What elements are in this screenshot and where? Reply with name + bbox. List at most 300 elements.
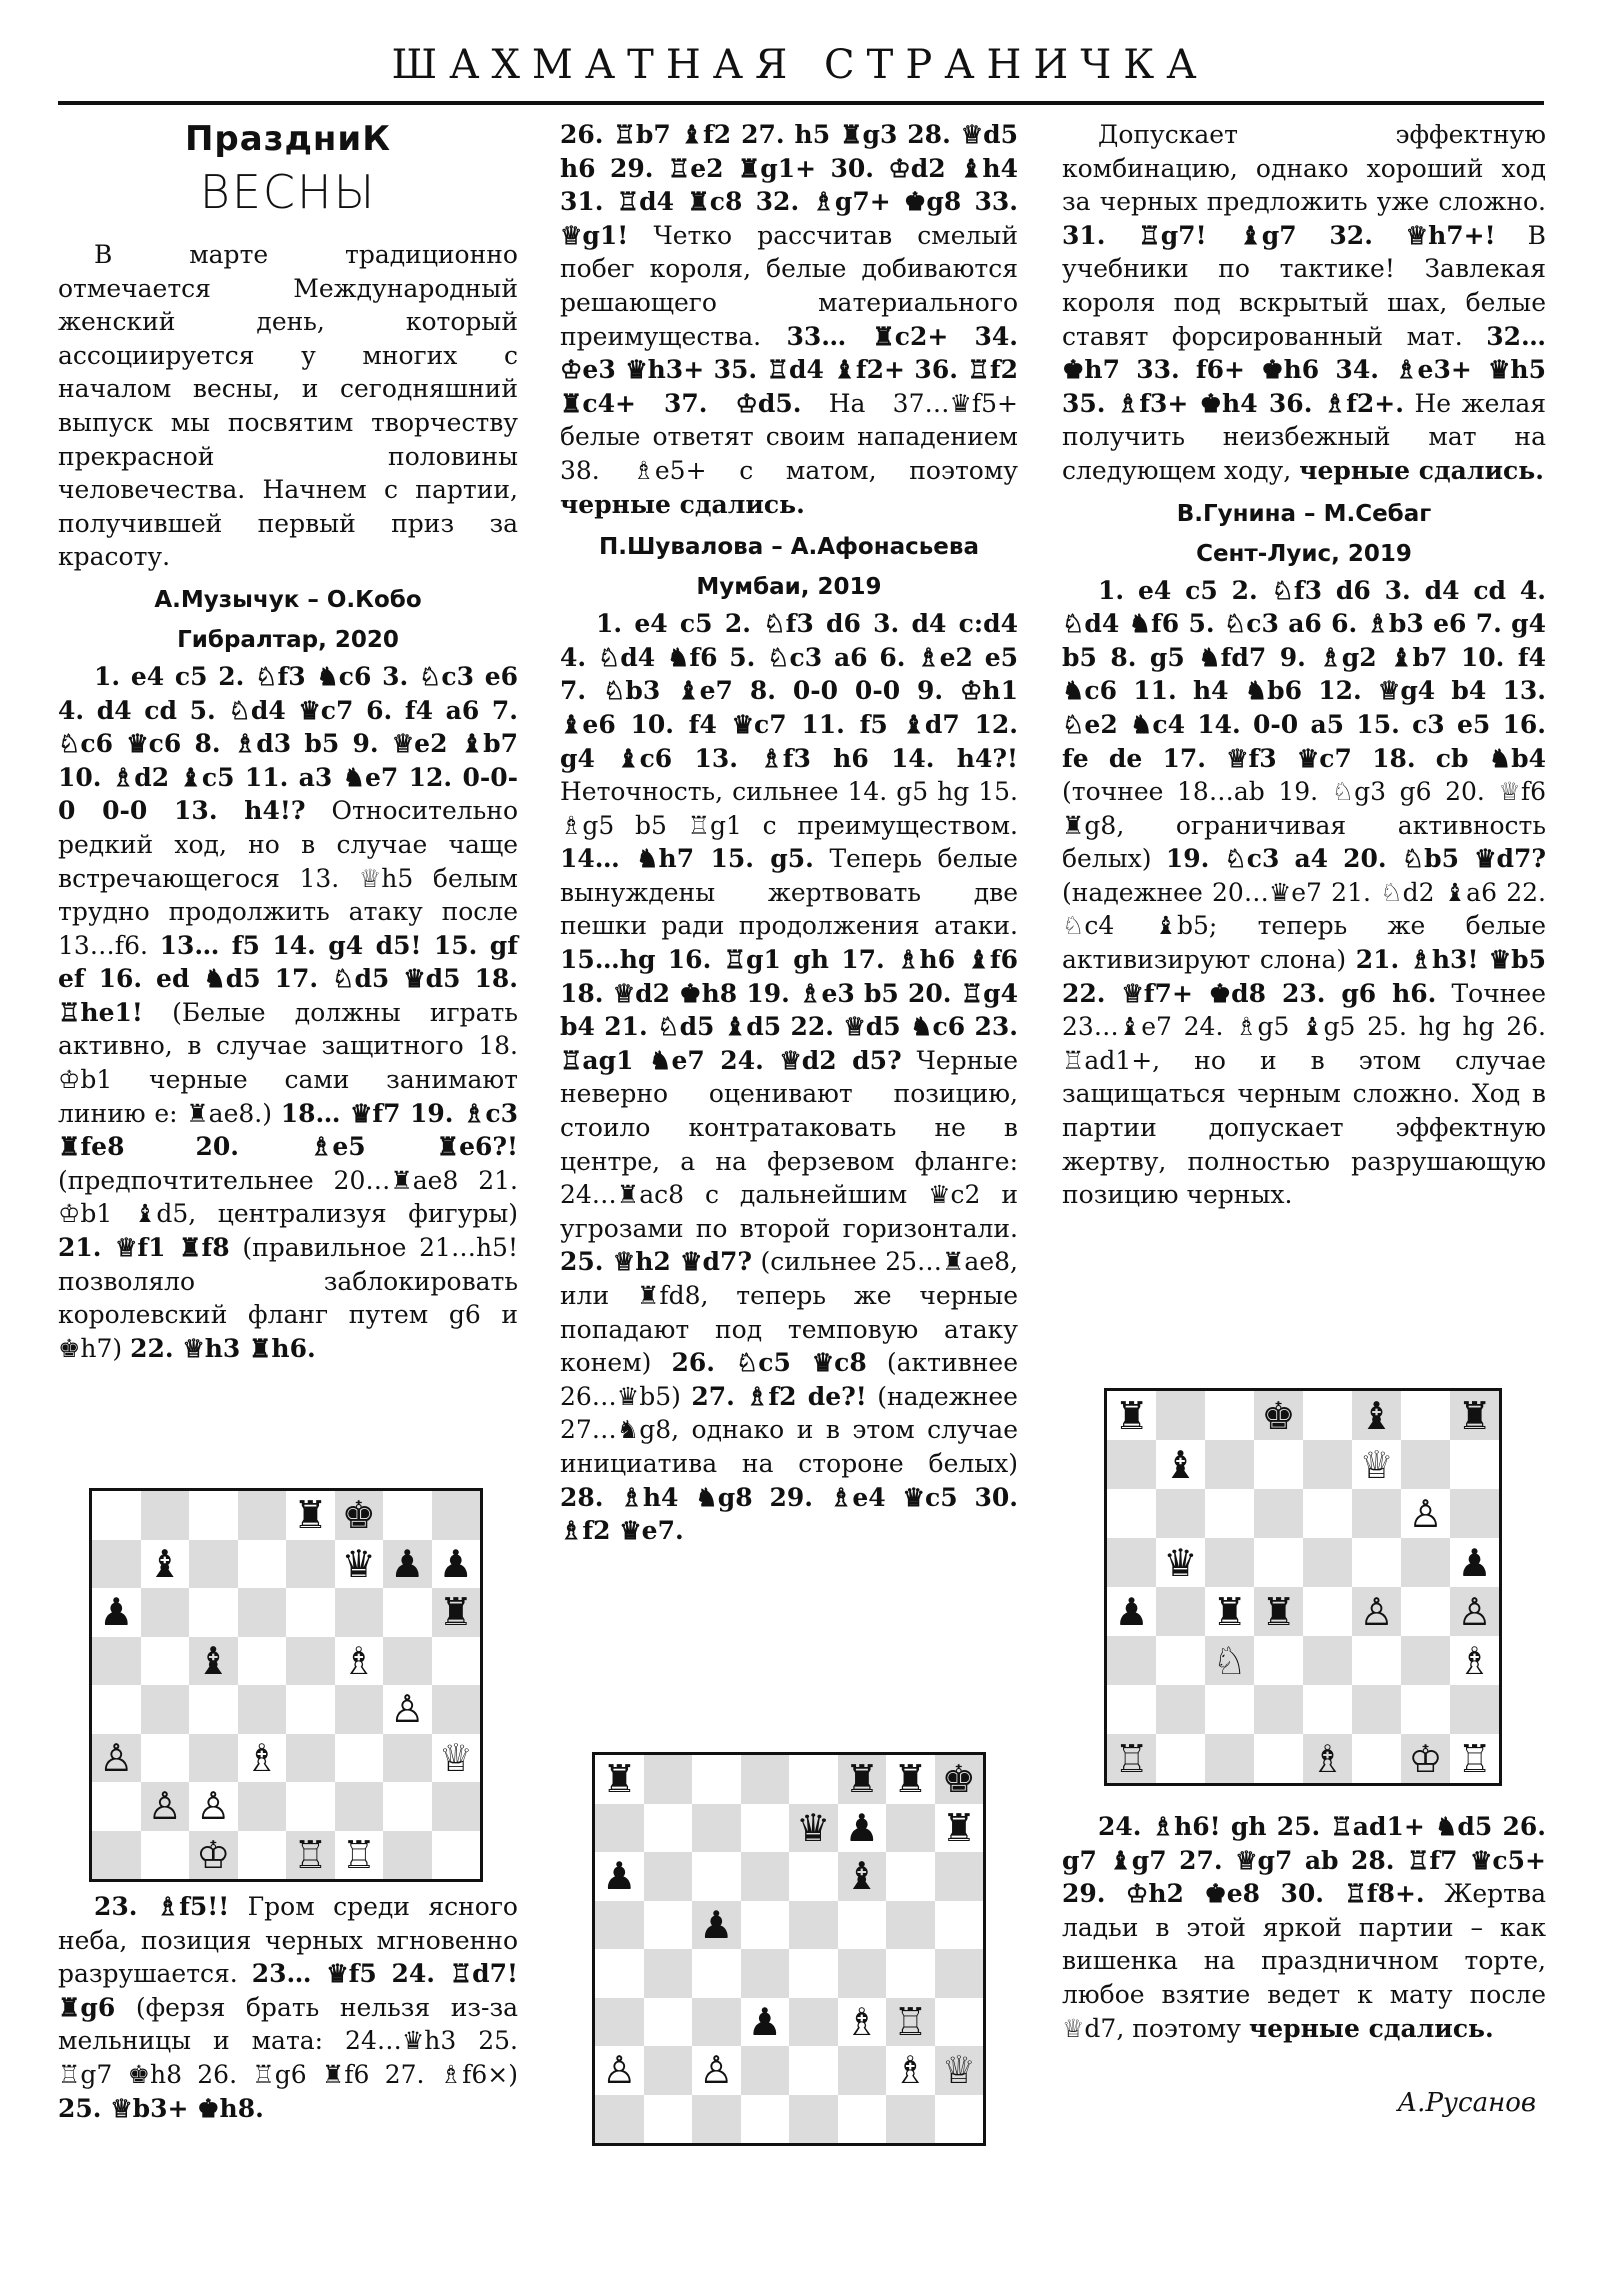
game2-comment-6: (надежнее 27…♞g8, однако и в этом случае инициатива на стороне белых) bbox=[560, 1381, 1018, 1478]
article-title-line1: ПраздниК bbox=[184, 119, 392, 159]
board-square bbox=[383, 1588, 432, 1637]
board-square bbox=[238, 1782, 287, 1831]
board-square bbox=[692, 1852, 741, 1901]
board-square bbox=[1352, 1685, 1401, 1734]
game2-moves-3: 15…hg 16. ♖g1 gh 17. ♗h6 ♝f6 18. ♕d2 ♚h8 19. ♗e3 b5 20. ♖g4 b4 21. ♘d5 ♝d5 22. ♕d5 ♞c6 23. ♖ag1 ♞e7 24. ♕d2 d5? bbox=[560, 945, 1018, 1075]
board-square bbox=[838, 2046, 887, 2095]
board-square bbox=[238, 1637, 287, 1686]
board-square bbox=[432, 1734, 481, 1783]
board-square bbox=[1107, 1489, 1156, 1538]
white-pawn-icon: ♙ bbox=[147, 1784, 182, 1829]
board-square bbox=[595, 2046, 644, 2095]
author-signature: А.Русанов bbox=[1397, 2088, 1536, 2118]
game1-cont-comment-1: Четко рассчитав смелый побег короля, белые добиваются решающего материального преимущества. bbox=[560, 220, 1018, 351]
board-square bbox=[92, 1491, 141, 1540]
board-square bbox=[789, 1852, 838, 1901]
game1-place: Гибралтар, 2020 bbox=[177, 626, 399, 653]
black-rook-icon: ♜ bbox=[293, 1493, 328, 1538]
board-square bbox=[141, 1734, 190, 1783]
board-square bbox=[1352, 1538, 1401, 1587]
board-square bbox=[335, 1734, 384, 1783]
game1-players: А.Музычук – О.Кобо bbox=[154, 586, 422, 613]
white-rook-icon: ♖ bbox=[1114, 1736, 1149, 1781]
white-rook-icon: ♖ bbox=[341, 1832, 376, 1877]
board-square bbox=[886, 1998, 935, 2047]
board-square bbox=[1156, 1587, 1205, 1636]
board-square bbox=[238, 1491, 287, 1540]
board-square bbox=[238, 1540, 287, 1589]
board-square bbox=[886, 1804, 935, 1853]
column-1 bbox=[58, 118, 518, 1365]
white-pawn-icon: ♙ bbox=[99, 1735, 134, 1780]
board-square bbox=[1352, 1489, 1401, 1538]
game2-cont-moves-2: 32… ♚h7 33. f6+ ♚h6 34. ♗e3+ ♛h5 35. ♗f3+ ♚h4 36. ♗f2+. bbox=[1062, 321, 1546, 418]
board-square bbox=[432, 1588, 481, 1637]
game1-after-3: 25. ♕b3+ ♚h8. bbox=[58, 2093, 264, 2123]
game3-after-moves: 24. ♗h6! gh 25. ♖ad1+ ♞d5 26. g7 ♝g7 27. ♕g7 ab 28. ♖f7 ♛c5+ 29. ♔h2 ♚e8 30. ♖f8+. bbox=[1062, 1812, 1546, 1909]
board-square bbox=[1205, 1489, 1254, 1538]
board-square bbox=[1107, 1440, 1156, 1489]
board-square bbox=[189, 1685, 238, 1734]
black-pawn-icon: ♟ bbox=[438, 1541, 473, 1586]
white-king-icon: ♔ bbox=[196, 1832, 231, 1877]
game1-comment-1: Относительно редкий ход, но в случае чаще встречающегося 13. ♕h5 белым трудно продолжить атаку после 13…f6. bbox=[58, 796, 518, 960]
board-square bbox=[789, 2046, 838, 2095]
board-square bbox=[595, 1998, 644, 2047]
board-square bbox=[1156, 1685, 1205, 1734]
board-square bbox=[189, 1637, 238, 1686]
board-square bbox=[741, 1804, 790, 1853]
black-king-icon: ♚ bbox=[1261, 1393, 1296, 1438]
board-square bbox=[644, 1755, 693, 1804]
game2-comment-2: Теперь белые вынуждены жертвовать две пешки ради продолжения атаки. bbox=[560, 844, 1018, 941]
game2-moves-1: 1. e4 c5 2. ♘f3 d6 3. d4 c:d4 4. ♘d4 ♞f6 5. ♘c3 a6 6. ♗e2 e5 7. ♘b3 ♝e7 8. 0-0 0-0 9. ♔h1 ♝e6 10. f4 ♛c7 11. f5 ♝d7 12. g4 ♝c6 13. ♗f3 h6 14. h4?! bbox=[560, 609, 1018, 773]
board-square bbox=[692, 1804, 741, 1853]
black-pawn-icon: ♟ bbox=[602, 1854, 637, 1899]
game1-moves-3: 18… ♛f7 19. ♗c3 ♜fe8 20. ♗e5 ♜e6?! bbox=[58, 1098, 518, 1162]
game2-moves-6: 27. ♗f2 de?! bbox=[691, 1381, 867, 1411]
board-square bbox=[1303, 1489, 1352, 1538]
game2-moves-7: 28. ♗h4 ♞g8 29. ♗e4 ♛c5 30. ♗f2 ♛e7. bbox=[560, 1482, 1018, 1546]
column-3-after-board bbox=[1062, 1810, 1546, 2045]
black-king-icon: ♚ bbox=[941, 1757, 976, 1802]
board-square bbox=[692, 1755, 741, 1804]
board-square bbox=[335, 1831, 384, 1880]
board-square bbox=[189, 1782, 238, 1831]
black-bishop-icon: ♝ bbox=[844, 1854, 879, 1899]
white-queen-icon: ♕ bbox=[438, 1735, 473, 1780]
board-square bbox=[644, 1852, 693, 1901]
game3-moves-1: 1. e4 c5 2. ♘f3 d6 3. d4 cd 4. ♘d4 ♞f6 5. ♘c3 a6 6. ♗b3 e6 7. g4 b5 8. g5 ♞fd7 9. ♗g2 ♝b7 10. f4 ♞c6 11. h4 ♞b6 12. ♕g4 b4 13. ♘e2 ♞c4 14. 0-0 a5 15. c3 e5 16. fe de 17. ♕f3 ♛c7 18. cb ♞b4 bbox=[1062, 575, 1546, 773]
game2-comment-1: Неточность, сильнее 14. g5 hg 15. ♗g5 b5 ♖g1 с преимуществом. bbox=[560, 777, 1018, 840]
board-square bbox=[1254, 1489, 1303, 1538]
white-queen-icon: ♕ bbox=[1359, 1442, 1394, 1487]
board-square bbox=[432, 1831, 481, 1880]
chess-diagram-game1 bbox=[89, 1488, 483, 1882]
game1-after-board bbox=[58, 1890, 518, 2125]
white-pawn-icon: ♙ bbox=[1408, 1491, 1443, 1536]
board-square bbox=[644, 2046, 693, 2095]
board-square bbox=[692, 2095, 741, 2144]
board-square bbox=[286, 1685, 335, 1734]
board-square bbox=[595, 2095, 644, 2144]
game2-cont-comment-2: В учебники по тактике! Завлекая короля под вскрытый шах, белые ставят форсированный мат. bbox=[1062, 220, 1546, 351]
board-square bbox=[1303, 1391, 1352, 1440]
board-square bbox=[1254, 1734, 1303, 1783]
board-square bbox=[1254, 1440, 1303, 1489]
board-square bbox=[335, 1588, 384, 1637]
board-square bbox=[838, 2095, 887, 2144]
board-square bbox=[335, 1637, 384, 1686]
board-square bbox=[1450, 1489, 1499, 1538]
board-square bbox=[1205, 1391, 1254, 1440]
board-square bbox=[1401, 1685, 1450, 1734]
board-square bbox=[595, 1755, 644, 1804]
board-square bbox=[741, 1998, 790, 2047]
board-square bbox=[286, 1588, 335, 1637]
board-square bbox=[1450, 1636, 1499, 1685]
board-square bbox=[189, 1491, 238, 1540]
board-square bbox=[92, 1734, 141, 1783]
game1-cont-moves-1: 26. ♖b7 ♝f2 27. h5 ♜g3 28. ♕d5 h6 29. ♖e2 ♜g1+ 30. ♔d2 ♝h4 31. ♖d4 ♜c8 32. ♗g7+ ♚g8 33. ♕g1! bbox=[560, 120, 1018, 250]
board-square bbox=[432, 1782, 481, 1831]
board-square bbox=[789, 1755, 838, 1804]
board-square bbox=[238, 1685, 287, 1734]
board-square bbox=[335, 1782, 384, 1831]
board-square bbox=[1450, 1587, 1499, 1636]
board-square bbox=[1352, 1587, 1401, 1636]
board-square bbox=[1205, 1636, 1254, 1685]
black-rook-icon: ♜ bbox=[438, 1590, 473, 1635]
board-square bbox=[141, 1491, 190, 1540]
board-square bbox=[1303, 1685, 1352, 1734]
board-square bbox=[1107, 1636, 1156, 1685]
board-square bbox=[838, 1949, 887, 1998]
board-square bbox=[1450, 1440, 1499, 1489]
board-square bbox=[1352, 1440, 1401, 1489]
board-square bbox=[886, 2046, 935, 2095]
board-square bbox=[692, 1949, 741, 1998]
board-square bbox=[935, 1949, 984, 1998]
game2-continuation bbox=[1062, 118, 1546, 488]
game3-comment-2: (надежнее 20…♛e7 21. ♘d2 ♝a6 22. ♘c4 ♝b5; теперь же белые активизируют слона) bbox=[1062, 877, 1546, 975]
board-square bbox=[432, 1637, 481, 1686]
board-square bbox=[1254, 1538, 1303, 1587]
board-square bbox=[1450, 1391, 1499, 1440]
board-square bbox=[1156, 1734, 1205, 1783]
white-rook-icon: ♖ bbox=[893, 1999, 928, 2044]
board-square bbox=[141, 1540, 190, 1589]
board-square bbox=[238, 1588, 287, 1637]
board-square bbox=[1450, 1538, 1499, 1587]
board-square bbox=[141, 1685, 190, 1734]
game2-comment-5: (активнее 26…♛b5) bbox=[560, 1348, 1018, 1411]
board-square bbox=[741, 1949, 790, 1998]
white-bishop-icon: ♗ bbox=[244, 1735, 279, 1780]
white-bishop-icon: ♗ bbox=[1310, 1736, 1345, 1781]
board-square bbox=[838, 1804, 887, 1853]
board-square bbox=[1401, 1440, 1450, 1489]
article-title-line2: ВЕСНЫ bbox=[199, 165, 377, 219]
board-square bbox=[886, 2095, 935, 2144]
board-square bbox=[935, 1804, 984, 1853]
game1-after-comment-2: (ферзя брать нельзя из-за мельницы и мата: 24…♛h3 25. ♖g7 ♚h8 26. ♖g6 ♜f6 27. ♗f6×) bbox=[58, 1992, 518, 2089]
board-square bbox=[189, 1831, 238, 1880]
board-square bbox=[92, 1685, 141, 1734]
board-square bbox=[1107, 1587, 1156, 1636]
black-pawn-icon: ♟ bbox=[1457, 1540, 1492, 1585]
black-bishop-icon: ♝ bbox=[147, 1541, 182, 1586]
board-square bbox=[1303, 1587, 1352, 1636]
board-square bbox=[935, 1852, 984, 1901]
black-pawn-icon: ♟ bbox=[844, 1805, 879, 1850]
board-square bbox=[238, 1831, 287, 1880]
board-square bbox=[692, 2046, 741, 2095]
board-square bbox=[838, 1755, 887, 1804]
board-square bbox=[92, 1588, 141, 1637]
board-square bbox=[1450, 1734, 1499, 1783]
board-square bbox=[1352, 1391, 1401, 1440]
game1-comment-4: (правильное 21…h5! позволяло заблокировать королевский фланг путем g6 и ♚h7) bbox=[58, 1233, 519, 1363]
board-square bbox=[1401, 1538, 1450, 1587]
board-square bbox=[692, 1901, 741, 1950]
game2-comment-3: Черные неверно оценивают позицию, стоило контратаковать не в центре, а на ферзевом фланге: 24…♜ac8 с дальнейшим ♛c2 и угрозами по второй горизонтали. bbox=[560, 1045, 1018, 1243]
board-square bbox=[789, 1998, 838, 2047]
game2-place: Мумбаи, 2019 bbox=[696, 574, 882, 601]
board-square bbox=[935, 1755, 984, 1804]
game1-comment-2: (Белые должны играть активно, в случае защитного 18. ♔b1 черные сами занимают линию е: ♜ae8.) bbox=[58, 997, 518, 1128]
board-square bbox=[1303, 1538, 1352, 1587]
game2-result: черные сдались. bbox=[1299, 455, 1544, 485]
board-square bbox=[92, 1782, 141, 1831]
black-pawn-icon: ♟ bbox=[1114, 1589, 1149, 1634]
white-pawn-icon: ♙ bbox=[390, 1687, 425, 1732]
game3-moves-3: 21. ♗h3! ♛b5 22. ♕f7+ ♚d8 23. g6 h6. bbox=[1062, 945, 1546, 1008]
white-bishop-icon: ♗ bbox=[893, 2048, 928, 2093]
game1-moves-1: 1. e4 c5 2. ♘f3 ♞c6 3. ♘c3 e6 4. d4 cd 5. ♘d4 ♛c7 6. f4 a6 7. ♘c6 ♛c6 8. ♗d3 b5 9. ♕e2 ♝b7 10. ♗d2 ♝c5 11. a3 ♞e7 12. 0-0-0 0-0 13. h4!? bbox=[58, 661, 518, 826]
board-square bbox=[838, 1998, 887, 2047]
board-square bbox=[1205, 1734, 1254, 1783]
board-square bbox=[286, 1637, 335, 1686]
board-square bbox=[1205, 1587, 1254, 1636]
board-square bbox=[1205, 1685, 1254, 1734]
game1-moves bbox=[58, 660, 518, 1365]
black-queen-icon: ♛ bbox=[796, 1805, 831, 1850]
game2-comment-4: (сильнее 25…♜ae8, или ♜fd8, теперь же черные попадают под темповую атаку конем) bbox=[560, 1247, 1018, 1378]
game2-moves-5: 26. ♘c5 ♛c8 bbox=[671, 1348, 867, 1378]
black-rook-icon: ♜ bbox=[844, 1757, 879, 1802]
game2-cont-moves-1: 31. ♖g7! ♝g7 32. ♕h7+! bbox=[1062, 220, 1496, 250]
board-square bbox=[741, 1852, 790, 1901]
board-square bbox=[432, 1491, 481, 1540]
black-queen-icon: ♛ bbox=[341, 1541, 376, 1586]
black-rook-icon: ♜ bbox=[602, 1757, 637, 1802]
black-queen-icon: ♛ bbox=[1163, 1540, 1198, 1585]
game1-continuation bbox=[560, 118, 1018, 521]
white-rook-icon: ♖ bbox=[1457, 1736, 1492, 1781]
intro-paragraph: В марте традиционно отмечается Международный женский день, который ассоциируется у многих с началом весны, и сегодняшний выпуск мы посвятим творчеству прекрасной половины человечества. Начнем с партии, получившей первый приз за красоту. bbox=[58, 240, 518, 572]
white-knight-icon: ♘ bbox=[1212, 1638, 1247, 1683]
board-square bbox=[886, 1852, 935, 1901]
board-square bbox=[741, 2046, 790, 2095]
chess-diagram-game3 bbox=[1104, 1388, 1502, 1786]
board-square bbox=[335, 1685, 384, 1734]
board-square bbox=[886, 1949, 935, 1998]
game1-moves-5: 22. ♕h3 ♜h6. bbox=[130, 1333, 316, 1363]
black-rook-icon: ♜ bbox=[1261, 1589, 1296, 1634]
board-square bbox=[141, 1831, 190, 1880]
black-rook-icon: ♜ bbox=[1114, 1393, 1149, 1438]
board-square bbox=[189, 1588, 238, 1637]
board-square bbox=[789, 2095, 838, 2144]
board-square bbox=[141, 1637, 190, 1686]
board-square bbox=[383, 1734, 432, 1783]
black-bishop-icon: ♝ bbox=[1163, 1442, 1198, 1487]
board-square bbox=[1303, 1734, 1352, 1783]
board-square bbox=[1401, 1391, 1450, 1440]
game2-cont-comment-3: Не желая получить неизбежный мат на следующем ходу, bbox=[1062, 388, 1546, 485]
black-king-icon: ♚ bbox=[341, 1493, 376, 1538]
board-square bbox=[432, 1540, 481, 1589]
board-square bbox=[1107, 1391, 1156, 1440]
board-square bbox=[1156, 1636, 1205, 1685]
board-square bbox=[838, 1852, 887, 1901]
white-pawn-icon: ♙ bbox=[196, 1784, 231, 1829]
board-square bbox=[1303, 1636, 1352, 1685]
black-rook-icon: ♜ bbox=[941, 1805, 976, 1850]
white-bishop-icon: ♗ bbox=[1457, 1638, 1492, 1683]
board-square bbox=[692, 1998, 741, 2047]
board-square bbox=[886, 1901, 935, 1950]
column-3 bbox=[1062, 118, 1546, 1212]
board-square bbox=[644, 1804, 693, 1853]
board-square bbox=[1254, 1685, 1303, 1734]
black-bishop-icon: ♝ bbox=[1359, 1393, 1394, 1438]
black-pawn-icon: ♟ bbox=[699, 1902, 734, 1947]
board-square bbox=[1156, 1440, 1205, 1489]
white-queen-icon: ♕ bbox=[941, 2048, 976, 2093]
board-square bbox=[286, 1734, 335, 1783]
game1-moves-2: 13… f5 14. g4 d5! 15. gf ef 16. ed ♞d5 17. ♘d5 ♛d5 18. ♖he1! bbox=[58, 930, 519, 1027]
black-pawn-icon: ♟ bbox=[390, 1541, 425, 1586]
board-square bbox=[335, 1540, 384, 1589]
board-square bbox=[644, 1949, 693, 1998]
white-pawn-icon: ♙ bbox=[602, 2048, 637, 2093]
header-rule bbox=[58, 101, 1544, 105]
board-square bbox=[789, 1804, 838, 1853]
board-square bbox=[595, 1852, 644, 1901]
board-square bbox=[92, 1831, 141, 1880]
board-square bbox=[1254, 1636, 1303, 1685]
board-square bbox=[935, 1998, 984, 2047]
board-square bbox=[286, 1540, 335, 1589]
game3-after-board bbox=[1062, 1810, 1546, 2045]
board-square bbox=[238, 1734, 287, 1783]
black-rook-icon: ♜ bbox=[1457, 1393, 1492, 1438]
board-square bbox=[595, 1949, 644, 1998]
game1-after-comment-1: Гром среди ясного неба, позиция черных мгновенно разрушается. bbox=[58, 1892, 518, 1989]
board-square bbox=[383, 1491, 432, 1540]
board-square bbox=[1401, 1636, 1450, 1685]
board-square bbox=[1205, 1538, 1254, 1587]
board-square bbox=[141, 1782, 190, 1831]
board-square bbox=[383, 1540, 432, 1589]
board-square bbox=[1303, 1440, 1352, 1489]
game1-after-1: 23. ♗f5!! bbox=[94, 1892, 230, 1921]
board-square bbox=[1254, 1587, 1303, 1636]
board-square bbox=[286, 1831, 335, 1880]
board-square bbox=[741, 2095, 790, 2144]
board-square bbox=[189, 1734, 238, 1783]
board-square bbox=[1156, 1538, 1205, 1587]
board-square bbox=[741, 1901, 790, 1950]
game1-cont-moves-2: 33… ♜c2+ 34. ♔e3 ♛h3+ 35. ♖d4 ♝f2+ 36. ♖f2 ♜c4+ 37. ♔d5. bbox=[560, 321, 1019, 418]
board-square bbox=[335, 1491, 384, 1540]
game2-cont-comment-1: Допускает эффектную комбинацию, однако хороший ход за черных предложить уже сложно. bbox=[1062, 120, 1546, 217]
board-square bbox=[838, 1901, 887, 1950]
board-square bbox=[595, 1804, 644, 1853]
board-square bbox=[286, 1782, 335, 1831]
board-square bbox=[1156, 1391, 1205, 1440]
board-square bbox=[935, 1901, 984, 1950]
board-square bbox=[383, 1831, 432, 1880]
game3-players: В.Гунина – М.Себаг bbox=[1176, 500, 1432, 527]
game1-result: черные сдались. bbox=[560, 489, 805, 519]
column-1-after-board bbox=[58, 1890, 518, 2125]
black-pawn-icon: ♟ bbox=[99, 1590, 134, 1635]
board-square bbox=[383, 1782, 432, 1831]
board-square bbox=[1352, 1734, 1401, 1783]
white-bishop-icon: ♗ bbox=[341, 1638, 376, 1683]
game1-after-2: 23… ♛f5 24. ♖d7! ♜g6 bbox=[58, 1959, 518, 2022]
board-square bbox=[1107, 1734, 1156, 1783]
game3-comment-1: (точнее 18…ab 19. ♘g3 g6 20. ♕f6 ♜g8, ограничивая активность белых) bbox=[1062, 777, 1546, 874]
board-square bbox=[1156, 1489, 1205, 1538]
page-header: ШАХМАТНАЯ СТРАНИЧКА bbox=[391, 42, 1209, 88]
board-square bbox=[1401, 1489, 1450, 1538]
chess-diagram-game2 bbox=[592, 1752, 986, 2146]
game1-cont-comment-2: На 37…♛f5+ белые ответят своим нападением 38. ♗e5+ с матом, поэтому bbox=[560, 388, 1018, 485]
column-2 bbox=[560, 118, 1018, 1548]
white-pawn-icon: ♙ bbox=[699, 2048, 734, 2093]
white-rook-icon: ♖ bbox=[293, 1832, 328, 1877]
board-square bbox=[741, 1755, 790, 1804]
black-rook-icon: ♜ bbox=[1212, 1589, 1247, 1634]
board-square bbox=[383, 1637, 432, 1686]
board-square bbox=[383, 1685, 432, 1734]
game3-result: черные сдались. bbox=[1248, 2013, 1494, 2043]
board-square bbox=[1107, 1685, 1156, 1734]
board-square bbox=[595, 1901, 644, 1950]
black-bishop-icon: ♝ bbox=[196, 1638, 231, 1683]
board-square bbox=[1205, 1440, 1254, 1489]
board-square bbox=[1450, 1685, 1499, 1734]
board-square bbox=[189, 1540, 238, 1589]
board-square bbox=[1401, 1734, 1450, 1783]
black-pawn-icon: ♟ bbox=[747, 1999, 782, 2044]
board-square bbox=[789, 1901, 838, 1950]
white-bishop-icon: ♗ bbox=[844, 1999, 879, 2044]
board-square bbox=[935, 2095, 984, 2144]
board-square bbox=[286, 1491, 335, 1540]
board-square bbox=[935, 2046, 984, 2095]
game3-moves-2: 19. ♘c3 a4 20. ♘b5 ♛d7? bbox=[1165, 844, 1547, 874]
game3-place: Сент-Луис, 2019 bbox=[1196, 540, 1412, 567]
board-square bbox=[886, 1755, 935, 1804]
board-square bbox=[644, 1998, 693, 2047]
white-pawn-icon: ♙ bbox=[1457, 1589, 1492, 1634]
game1-comment-3: (предпочтительнее 20…♜ae8 21. ♔b1 ♝d5, централизуя фигуры) bbox=[58, 1165, 518, 1229]
